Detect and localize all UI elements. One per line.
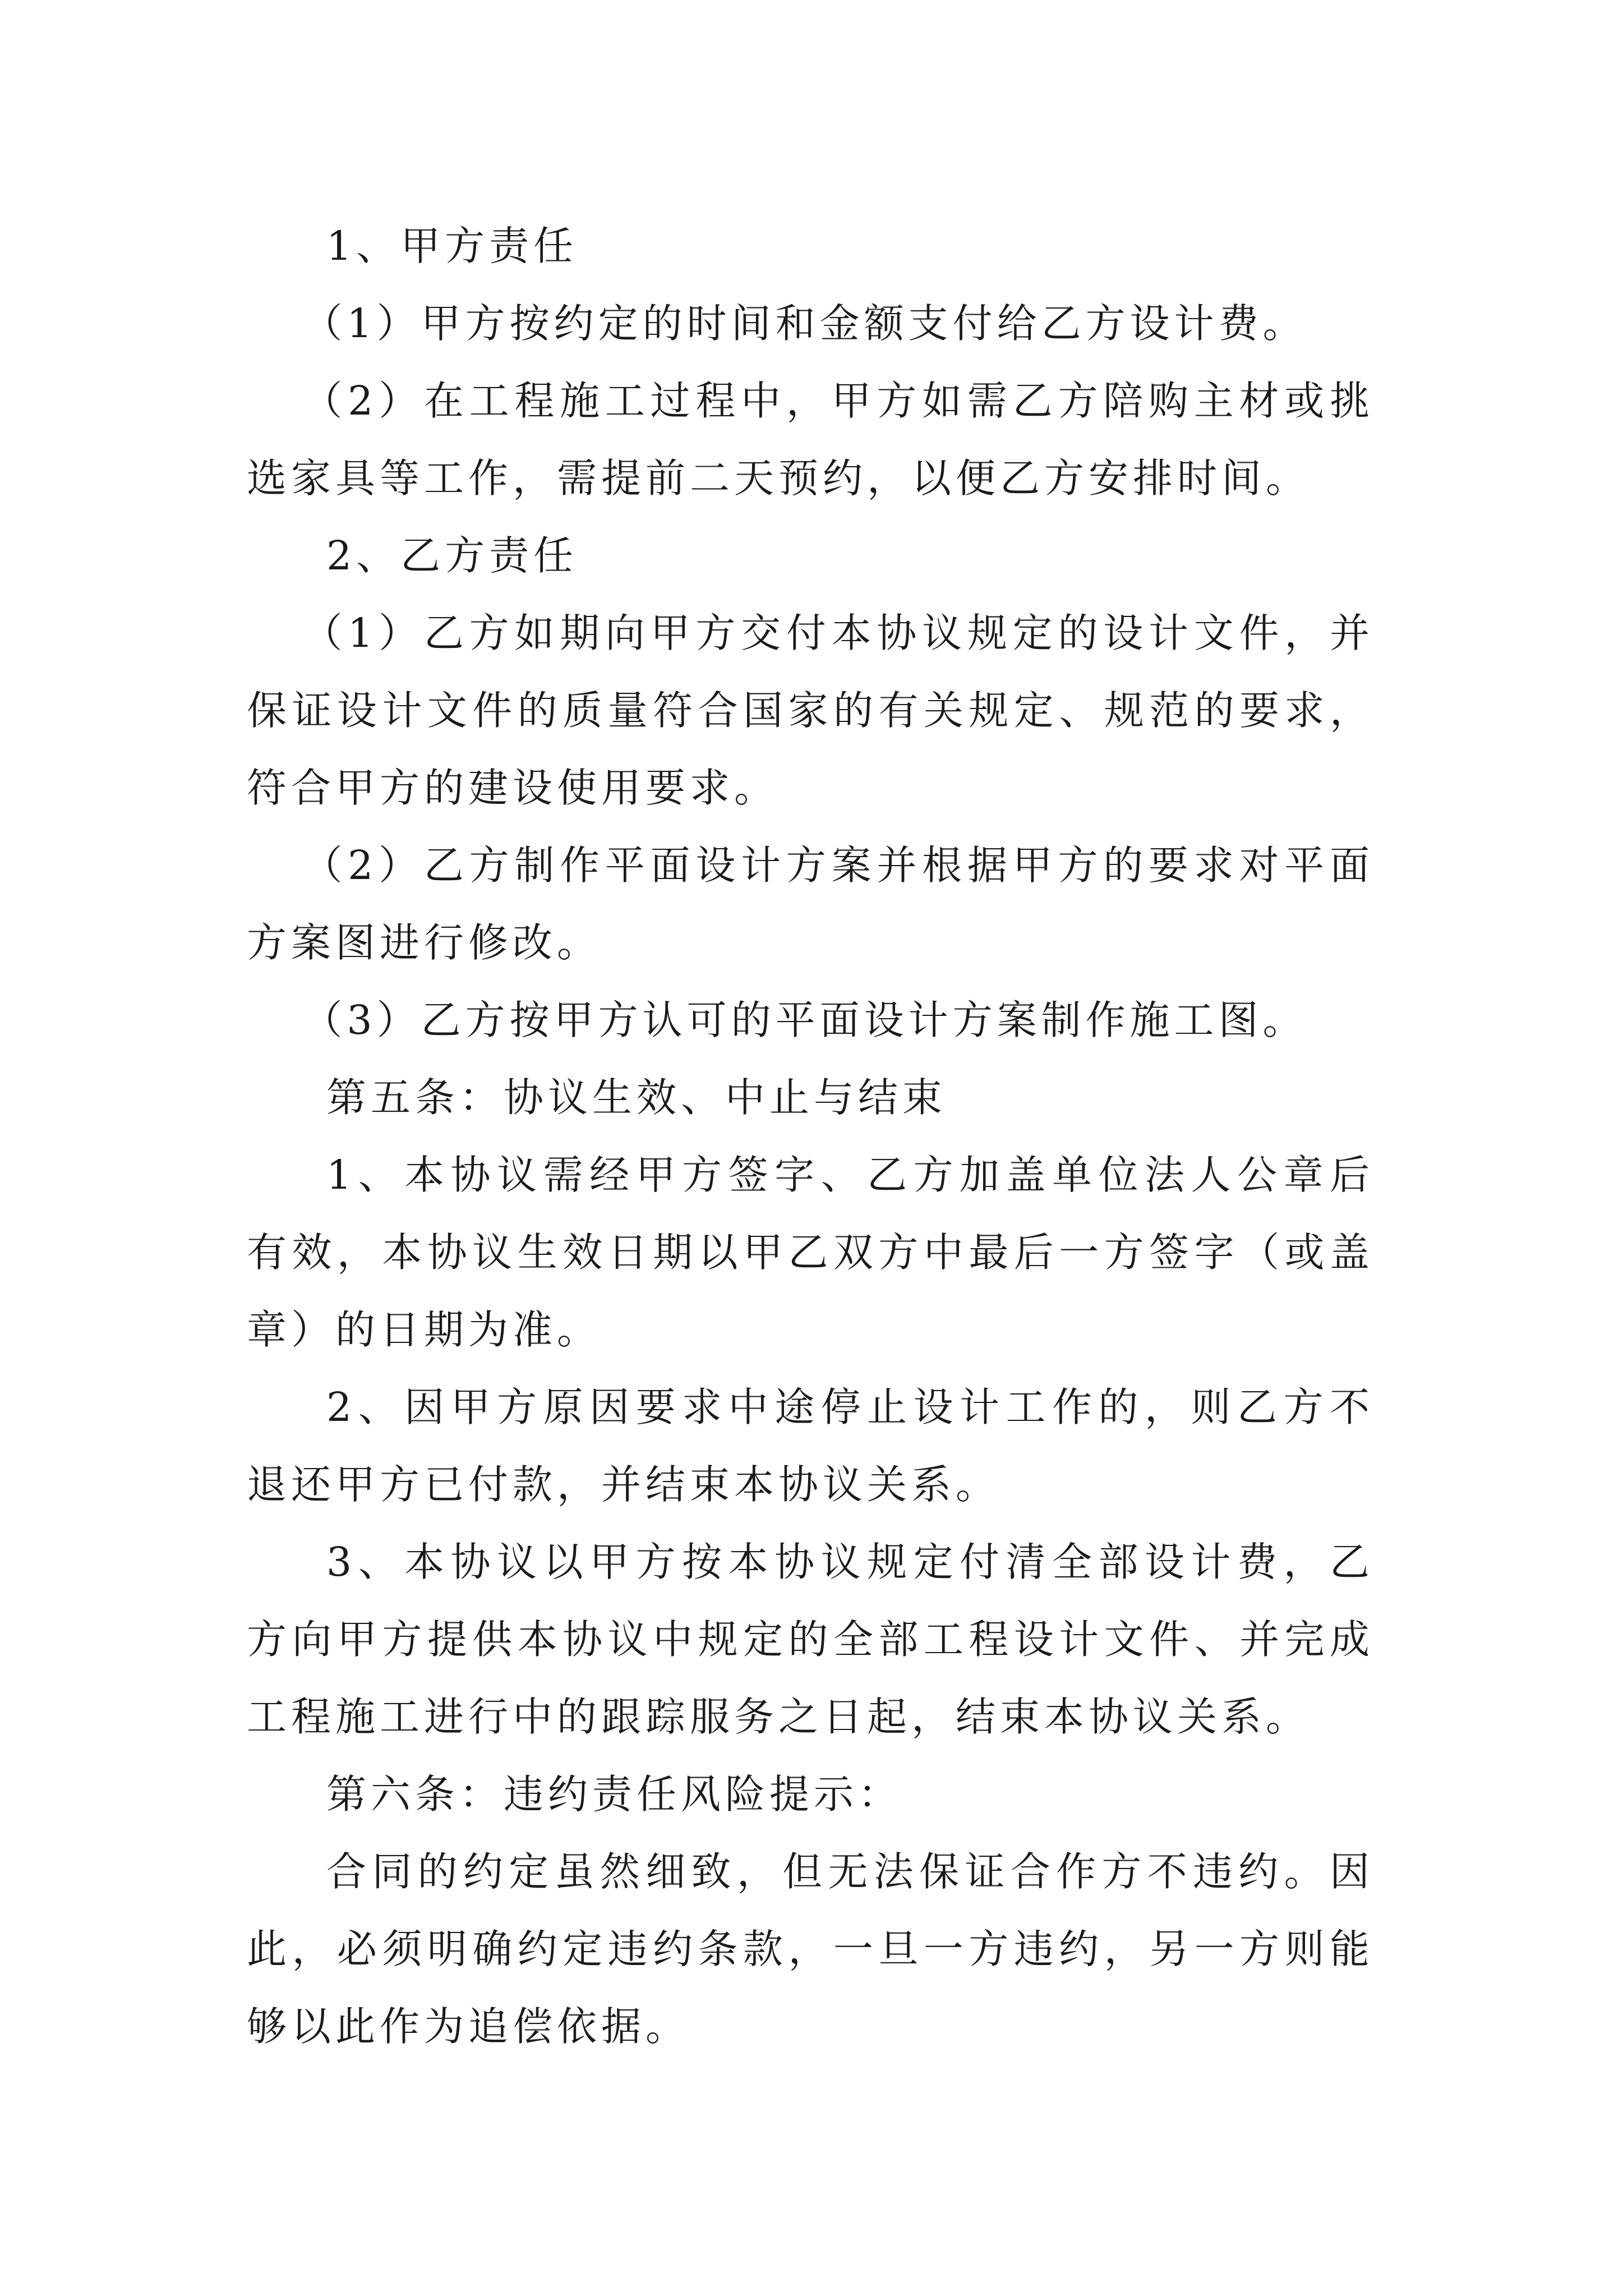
clause-party-b-item-1: （1）乙方如期向甲方交付本协议规定的设计文件，并保证设计文件的质量符合国家的有关规定、规范的要求，符合甲方的建设使用要求。: [247, 610, 1374, 811]
clause-party-a-item-1: （1）甲方按约定的时间和金额支付给乙方设计费。: [302, 300, 1307, 347]
clause-party-b-responsibility-heading: 2、乙方责任: [326, 532, 578, 579]
clause-party-a-responsibility-heading: 1、甲方责任: [326, 223, 578, 269]
document-body: [247, 208, 1374, 2065]
article-6-heading: 第六条：违约责任风险提示：: [326, 1771, 903, 1818]
article-5-item-2: 2、因甲方原因要求中途停止设计工作的，则乙方不退还甲方已付款，并结束本协议关系。: [247, 1384, 1374, 1508]
clause-party-a-item-2: （2）在工程施工过程中，甲方如需乙方陪购主材或挑选家具等工作，需提前二天预约，以便乙方安排时间。: [247, 378, 1374, 501]
article-5-heading: 第五条：协议生效、中止与结束: [326, 1074, 947, 1121]
article-6-body: 合同的约定虽然细致，但无法保证合作方不违约。因此，必须明确约定违约条款，一旦一方违约，另一方则能够以此作为追偿依据。: [247, 1848, 1374, 2050]
article-5-item-1: 1、本协议需经甲方签字、乙方加盖单位法人公章后有效，本协议生效日期以甲乙双方中最后一方签字（或盖章）的日期为准。: [247, 1152, 1374, 1353]
clause-party-b-item-3: （3）乙方按甲方认可的平面设计方案制作施工图。: [302, 997, 1307, 1043]
article-5-item-3: 3、本协议以甲方按本协议规定付清全部设计费，乙方向甲方提供本协议中规定的全部工程设计文件、并完成工程施工进行中的跟踪服务之日起，结束本协议关系。: [247, 1539, 1374, 1740]
clause-party-b-item-2: （2）乙方制作平面设计方案并根据甲方的要求对平面方案图进行修改。: [247, 842, 1374, 966]
